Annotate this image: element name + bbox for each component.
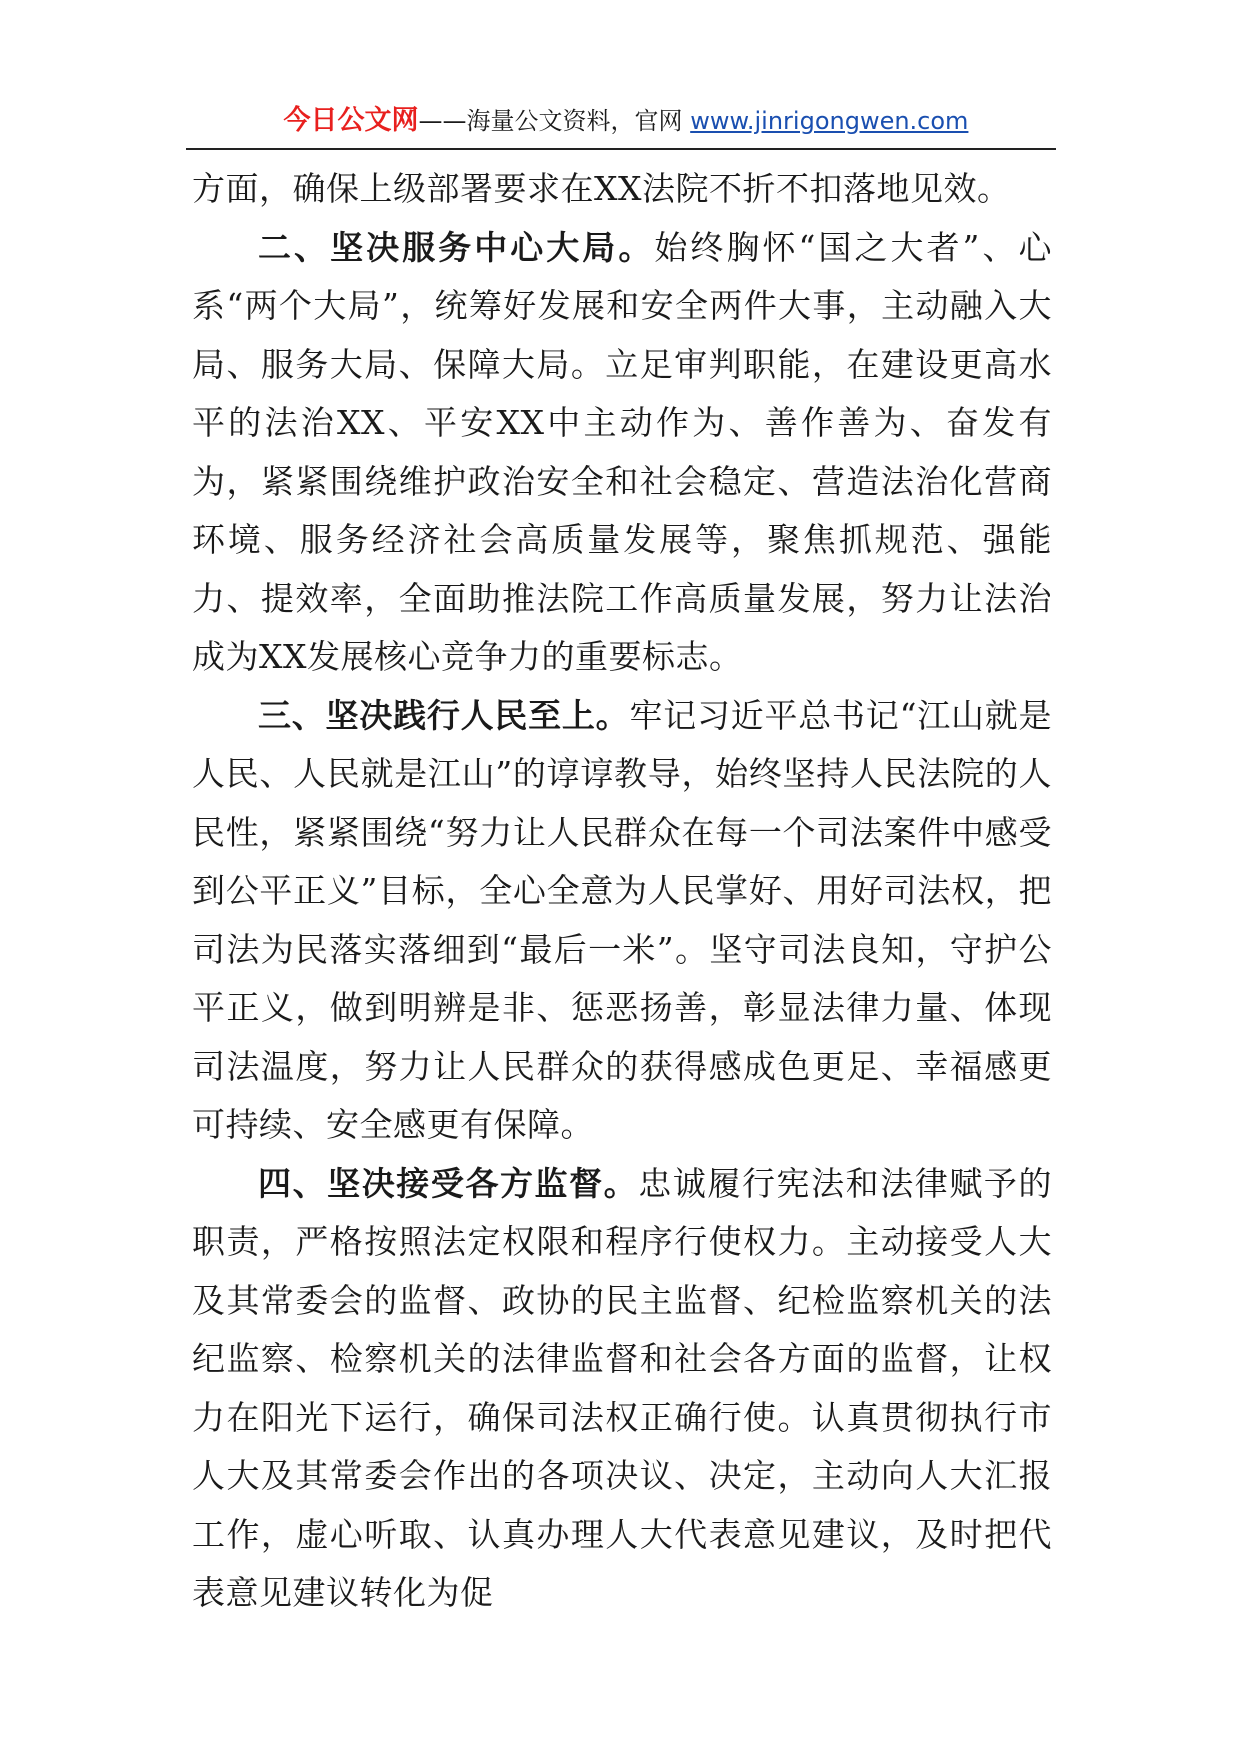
paragraph-text: 方面，确保上级部署要求在XX法院不折不扣落地见效。 bbox=[192, 169, 1011, 208]
header-tagline: ——海量公文资料，官网 bbox=[418, 107, 691, 135]
paragraph-continuation bbox=[192, 160, 1052, 219]
paragraph-text: 忠诚履行宪法和法律赋予的职责，严格按照法定权限和程序行使权力。主动接受人大及其常委会的监督、政协的民主监督、纪检监察机关的法纪监察、检察机关的法律监督和社会各方面的监督，让权力在阳光下运行，确保司法权正确行使。认真贯彻执行市人大及其常委会作出的各项决议、决定，主动向人大汇报工作，虚心听取、认真办理人大代表意见建议，及时把代表意见建议转化为促 bbox=[192, 1163, 1053, 1612]
paragraph-section-3 bbox=[192, 687, 1052, 1155]
paragraph-heading: 四、坚决接受各方监督。 bbox=[258, 1163, 639, 1203]
paragraph-heading: 三、坚决践行人民至上。 bbox=[258, 695, 630, 735]
paragraph-heading: 二、坚决服务中心大局。 bbox=[258, 227, 655, 267]
page-header bbox=[186, 104, 1066, 138]
website-link[interactable]: www.jinrigongwen.com bbox=[690, 107, 969, 135]
paragraph-section-2 bbox=[192, 219, 1052, 687]
paragraph-text: 牢记习近平总书记“江山就是人民、人民就是江山”的谆谆教导，始终坚持人民法院的人民性，紧紧围绕“努力让人民群众在每一个司法案件中感受到公平正义”目标，全心全意为人民掌好、用好司法权，把司法为民落实落细到“最后一米”。坚守司法良知，守护公平正义，做到明辨是非、惩恶扬善，彰显法律力量、体现司法温度，努力让人民群众的获得感成色更足、幸福感更可持续、安全感更有保障。 bbox=[192, 695, 1053, 1144]
paragraph-section-4 bbox=[192, 1155, 1052, 1623]
paragraph-text: 始终胸怀“国之大者”、心系“两个大局”，统筹好发展和安全两件大事，主动融入大局、服务大局、保障大局。立足审判职能，在建设更高水平的法治XX、平安XX中主动作为、善作善为、奋发有为，紧紧围绕维护政治安全和社会稳定、营造法治化营商环境、服务经济社会高质量发展等，聚焦抓规范、强能力、提效率，全面助推法院工作高质量发展，努力让法治成为XX发展核心竞争力的重要标志。 bbox=[192, 227, 1052, 676]
header-divider bbox=[186, 148, 1056, 150]
document-body bbox=[192, 160, 1052, 1623]
brand-name: 今日公文网 bbox=[283, 105, 419, 136]
